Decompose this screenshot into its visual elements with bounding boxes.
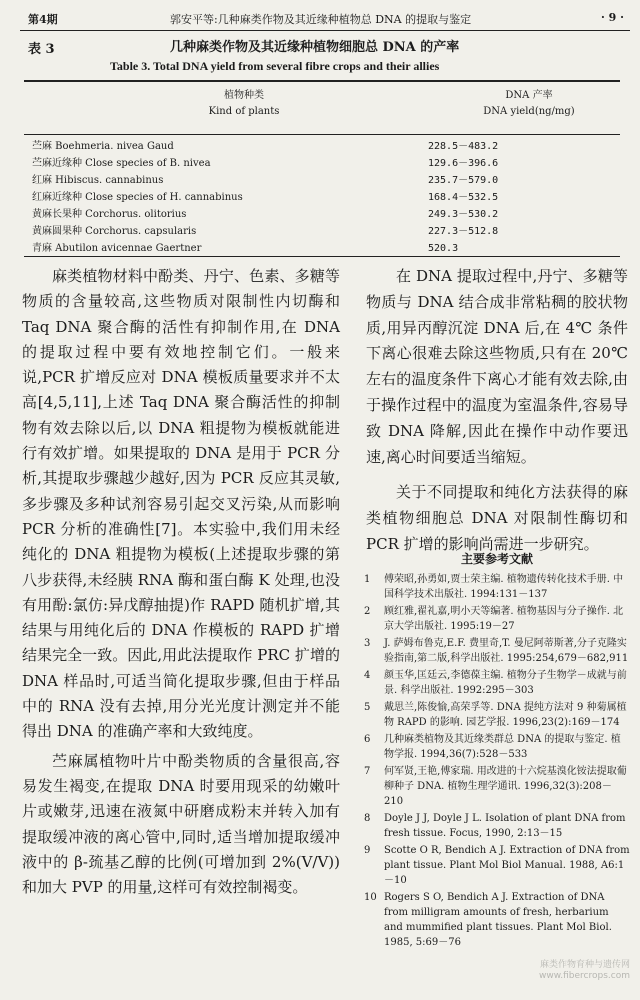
yield-cell: 228.5－483.2 xyxy=(428,141,499,152)
reference-text: Doyle J J, Doyle J L. Isolation of plant DNA from fresh tissue. Focus, 1990, 2:13－15 xyxy=(384,813,626,839)
table-row xyxy=(24,172,620,189)
reference-number: 1 xyxy=(364,574,371,585)
page-number: · 9 · xyxy=(601,11,624,24)
yield-cell: 235.7－579.0 xyxy=(428,175,499,186)
table-row xyxy=(24,206,620,223)
plant-cell: 苎麻 Boehmeria. nivea Gaud xyxy=(32,141,174,152)
reference-number: 6 xyxy=(364,734,371,745)
column-header-plant-en: Kind of plants xyxy=(208,106,280,117)
column-header-yield xyxy=(454,88,604,120)
column-header-plant-cn: 植物种类 xyxy=(224,90,264,101)
watermark-line-1: 麻类作物育种与遗传网 xyxy=(539,960,630,970)
table-body xyxy=(24,138,620,257)
table-row xyxy=(24,240,620,257)
table-title-en: Table 3. Total DNA yield from several fibre crops and their allies xyxy=(110,59,440,73)
reference-item xyxy=(362,636,630,666)
table-row xyxy=(24,138,620,155)
column-header-yield-en: DNA yield(ng/mg) xyxy=(483,106,575,117)
reference-number: 7 xyxy=(364,766,371,777)
reference-number: 3 xyxy=(364,638,371,649)
reference-item xyxy=(362,732,630,762)
body-paragraph: 关于不同提取和纯化方法获得的麻类植物细胞总 DNA 对限制性酶切和 PCR 扩增的影响尚需进一步研究。 xyxy=(366,483,628,553)
plant-cell: 青麻 Abutilon avicennae Gaertner xyxy=(32,243,202,254)
reference-text: 几种麻类植物及其近缘类群总 DNA 的提取与鉴定. 植物学报. 1994,36(7):528－533 xyxy=(384,734,621,760)
yield-cell: 520.3 xyxy=(428,243,459,254)
reference-text: 何军贤,王艳,傅家瑞. 用改进的十六烷基溴化铵法提取葡柳种子 DNA. 植物生理学通讯. 1996,32(3):208－210 xyxy=(384,766,627,807)
body-paragraph: 在 DNA 提取过程中,丹宁、多糖等物质与 DNA 结合成非常粘稠的胶状物质,用异丙醇沉淀 DNA 后,在 4℃ 条件下离心很难去除这些物质,只有在 20℃ 左右的温度条件下离心才能有效去除,由于操作过程中的温度为室温条件,容易导致 DNA 降解,因此在操作中动作要迅速,离心时间要适当缩短。 xyxy=(366,267,628,466)
watermark-line-2: www.fibercrops.com xyxy=(539,971,630,981)
running-header xyxy=(20,8,630,31)
table-bottom-rule xyxy=(24,256,620,257)
column-header-yield-cn: DNA 产率 xyxy=(505,90,553,101)
reference-number: 2 xyxy=(364,606,371,617)
yield-cell: 227.3－512.8 xyxy=(428,226,499,237)
reference-text: Scotte O R, Bendich A J. Extraction of DNA from plant tissue. Plant Mol Biol Manual. 1988, A6:1－10 xyxy=(384,845,630,886)
reference-number: 9 xyxy=(364,845,371,856)
issue-number: 第4期 xyxy=(28,13,58,26)
plant-cell: 黄麻长果种 Corchorus. olitorius xyxy=(32,209,187,220)
reference-item xyxy=(362,668,630,698)
table-header-rule xyxy=(24,134,620,135)
table-row xyxy=(24,189,620,206)
reference-text: 顾红雅,翟礼嘉,明小天等编著. 植物基因与分子操作. 北京大学出版社. 1995:19－27 xyxy=(384,606,624,632)
references-heading: 主要参考文献 xyxy=(460,552,533,566)
plant-cell: 红麻近缘种 Close species of H. cannabinus xyxy=(32,192,243,203)
reference-text: 颜玉华,匡廷云,李德葆主编. 植物分子生物学－成就与前景. 科学出版社. 1992:295－303 xyxy=(384,670,627,696)
reference-text: J. 萨姆布鲁克,E.F. 费里奇,T. 曼尼阿蒂斯著,分子克隆实验指南,第二版,科学出版社. 1995:254,679－682,911 xyxy=(384,638,629,664)
plant-cell: 黄麻圆果种 Corchorus. capsularis xyxy=(32,226,197,237)
table-top-rule xyxy=(24,80,620,82)
reference-text: 傅荣昭,孙勇如,贾士荣主编. 植物遗传转化技术手册. 中国科学技术出版社. 1994:131－137 xyxy=(384,574,624,600)
plant-cell: 苎麻近缘种 Close species of B. nivea xyxy=(32,158,211,169)
reference-text: 戴思兰,陈俊愉,高荣孚等. DNA 提纯方法对 9 种菊属植物 RAPD 的影响. 园艺学报. 1996,23(2):169－174 xyxy=(384,702,627,728)
yield-cell: 129.6－396.6 xyxy=(428,158,499,169)
reference-item xyxy=(362,843,630,888)
reference-number: 10 xyxy=(364,892,377,903)
yield-cell: 168.4－532.5 xyxy=(428,192,499,203)
left-column xyxy=(22,264,340,900)
column-header-plant xyxy=(174,88,314,120)
yield-cell: 249.3－530.2 xyxy=(428,209,499,220)
reference-item xyxy=(362,890,630,950)
reference-item xyxy=(362,604,630,634)
table-row xyxy=(24,223,620,240)
table-label: 表 3 xyxy=(28,42,55,57)
right-column xyxy=(366,264,628,558)
reference-item xyxy=(362,764,630,809)
reference-number: 5 xyxy=(364,702,371,713)
reference-item xyxy=(362,700,630,730)
reference-list xyxy=(362,572,630,952)
body-paragraph: 麻类植物材料中酚类、丹宁、色素、多糖等物质的含量较高,这些物质对限制性内切酶和 Taq DNA 聚合酶的活性有抑制作用,在 DNA 的提取过程中要有效地控制它们。一般来说,PCR 扩增反应对 DNA 模板质量要求并不太高[4,5,11],上述 Taq DNA 聚合酶活性的抑制物有效去除以后,以 DNA 粗提物为模板就能进行有效扩增。如果提取的 DNA 是用于 PCR 分析,其提取步骤越少越好,因为 PCR 反应其灵敏,多步骤及多种试剂容易引起交叉污染,从而影响 PCR 分析的准确性[7]。本实验中,我们用未经纯化的 DNA 粗提物为模板(上述提取步骤的第八步获得,未经胰 RNA 酶和蛋白酶 K 处理,也没有用酚:氯仿:异戊醇抽提)作 RAPD 随机扩增,其结果与用纯化后的 DNA 作模板的 RAPD 扩增结果完全一致。因此,用此法提取作 PRC 扩增的 DNA 样品时,可适当简化提取步骤,但由于样品中的 RNA 没有去掉,用分光光度计测定并不能得出 DNA 的准确产率和大致纯度。 xyxy=(22,267,340,741)
site-watermark xyxy=(539,960,630,982)
body-paragraph: 苎麻属植物叶片中酚类物质的含量很高,容易发生褐变,在提取 DNA 时要用现采的幼嫩叶片或嫩芽,迅速在液氮中研磨成粉末并转入加有提取缓冲液的离心管中,同时,适当增加提取缓冲液中的 β-巯基乙醇的比例(可增加到 2%(V/V))和加大 PVP 的用量,这样可有效控制褐变。 xyxy=(22,751,340,897)
reference-text: Rogers S O, Bendich A J. Extraction of DNA from milligram amounts of fresh, herbarium and mummified plant tissues. Plant Mol Biol. 1985, 5:69－76 xyxy=(384,892,612,948)
running-title: 郭安平等:几种麻类作物及其近缘种植物总 DNA 的提取与鉴定 xyxy=(170,13,472,26)
plant-cell: 红麻 Hibiscus. cannabinus xyxy=(32,175,164,186)
reference-item xyxy=(362,572,630,602)
table-row xyxy=(24,155,620,172)
reference-number: 4 xyxy=(364,670,371,681)
table-title-cn: 几种麻类作物及其近缘种植物细胞总 DNA 的产率 xyxy=(170,40,460,55)
reference-number: 8 xyxy=(364,813,371,824)
reference-item xyxy=(362,811,630,841)
